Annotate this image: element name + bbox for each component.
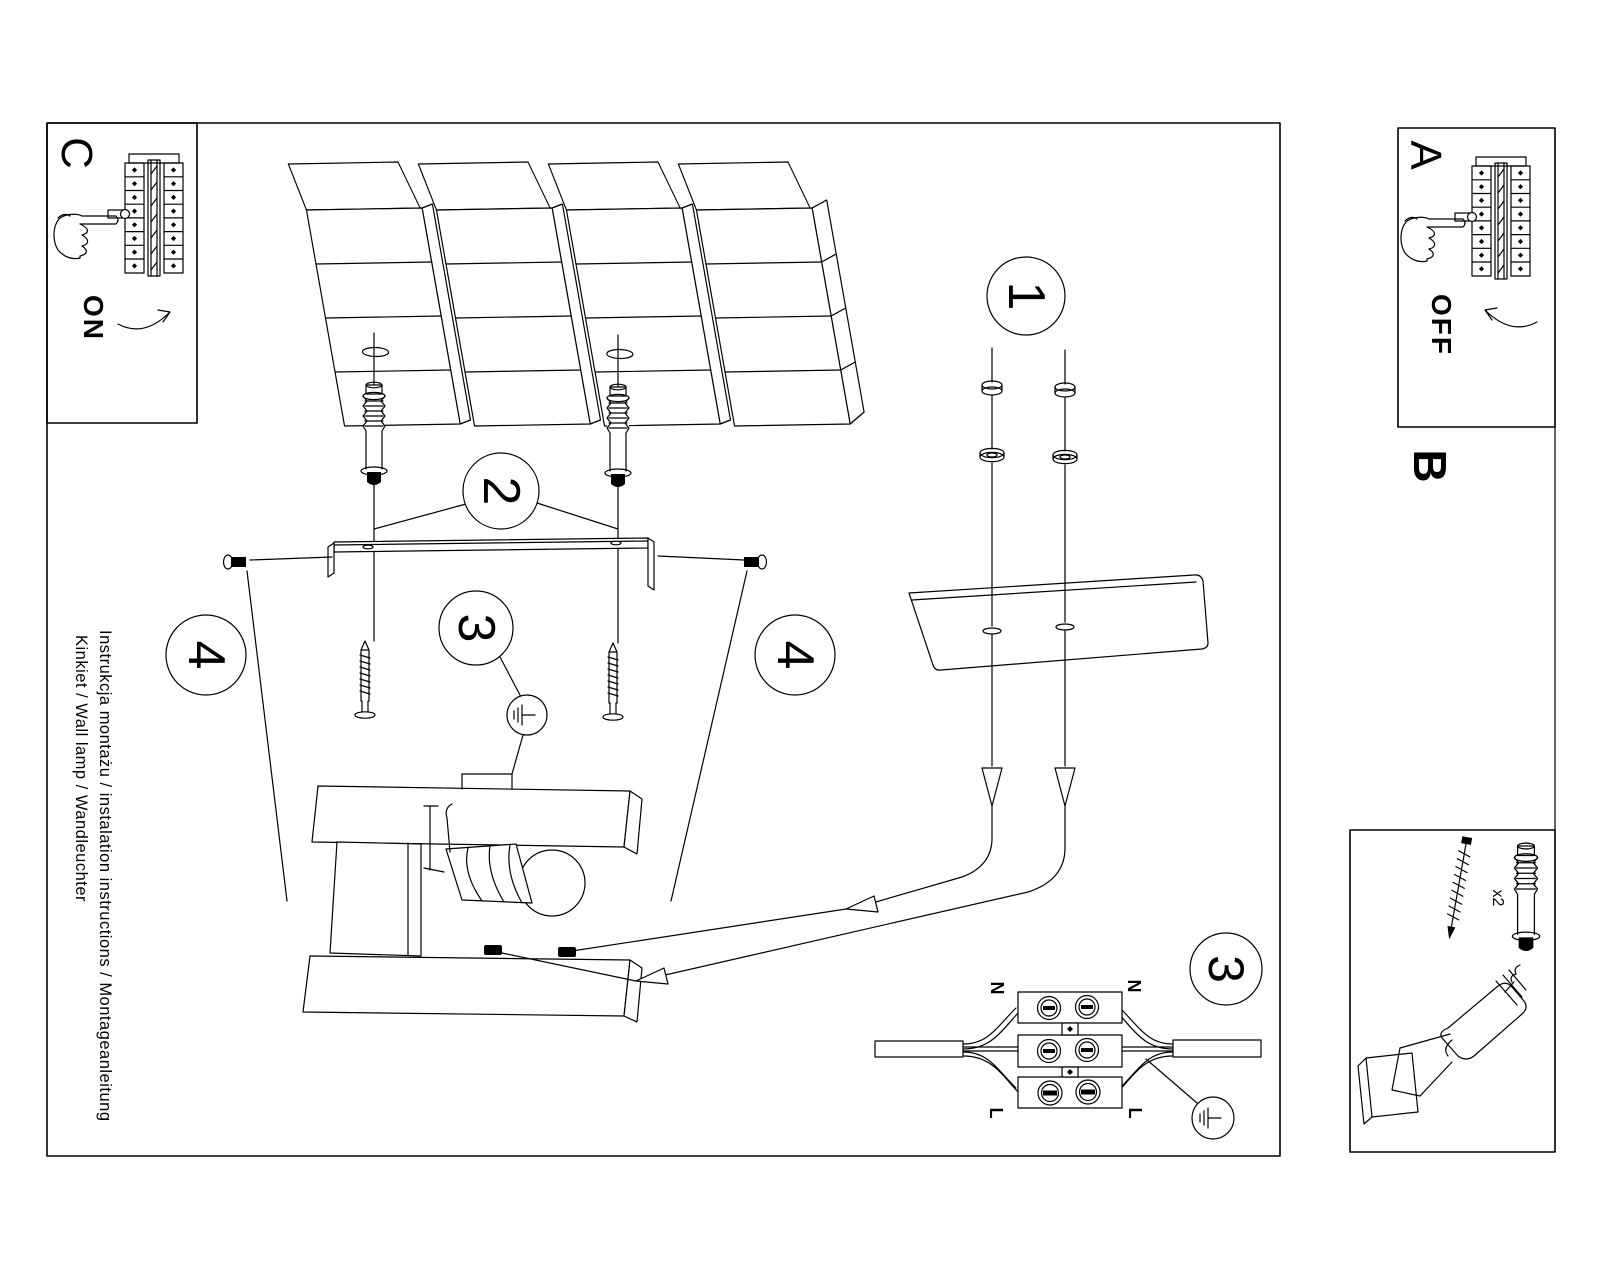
quantity-label: x2 — [1489, 889, 1506, 907]
terminal-screw — [1038, 997, 1061, 1020]
terminal-screw — [1076, 996, 1099, 1019]
plate-hole — [983, 628, 1001, 634]
bulb — [519, 850, 585, 916]
panel-b-letter: B — [1404, 449, 1456, 483]
panel-a-letter: A — [1401, 140, 1450, 170]
step-3-wiring-number: 3 — [1198, 955, 1254, 983]
switch-on-label: ON — [78, 295, 109, 341]
flow-line — [652, 806, 1065, 978]
title-line-1: Instrukcja montażu / instalation instructions / Montageanleitung — [96, 630, 114, 1122]
wall-plug — [361, 382, 387, 485]
hand-press-icon — [54, 214, 118, 258]
mounting-bracket — [328, 538, 654, 590]
flow-line — [862, 806, 992, 906]
screw — [603, 643, 623, 720]
flow-arrowhead — [982, 768, 1002, 806]
flow-arrowhead — [1055, 768, 1075, 806]
breaker-icon — [1455, 157, 1530, 279]
lamp-body — [303, 774, 642, 1022]
title-line-2: Kinkiet / Wall lamp / Wandleuchter — [72, 635, 90, 903]
ground-tab — [462, 774, 512, 789]
flow-arrowhead — [846, 896, 878, 912]
cover-plate — [909, 575, 1208, 670]
label-l-left: L — [986, 1107, 1006, 1119]
arrow-curve-icon — [1485, 308, 1537, 327]
washer — [1053, 450, 1077, 463]
terminal-screw — [1076, 1039, 1099, 1062]
breaker-icon — [108, 154, 183, 276]
step-1-number: 1 — [997, 281, 1055, 311]
side-bolt-right — [744, 555, 767, 569]
step-4-number-left: 4 — [177, 640, 235, 670]
panel-c-letter: C — [52, 137, 101, 169]
switch-off-label: OFF — [1426, 294, 1457, 356]
terminal-screw — [1038, 1081, 1062, 1105]
label-l-right: L — [1125, 1107, 1145, 1119]
cap-nut — [1055, 383, 1075, 397]
step-2-number: 2 — [472, 476, 530, 506]
hand-press-icon — [1401, 217, 1465, 261]
stud-left — [484, 945, 502, 955]
terminal-block — [1018, 1035, 1122, 1067]
cable-left — [875, 1041, 963, 1057]
cap-nut — [982, 381, 1002, 395]
stud-right — [558, 947, 576, 957]
terminal-screw — [1038, 1040, 1061, 1063]
screw — [355, 641, 375, 718]
washer — [980, 448, 1004, 461]
cable-right — [1173, 1040, 1261, 1057]
plate-hole — [1056, 624, 1074, 630]
terminal-screw — [1076, 1080, 1100, 1104]
step-4-number-right: 4 — [766, 640, 824, 670]
step-3-number: 3 — [447, 613, 505, 643]
label-n-left: N — [987, 981, 1007, 995]
label-n-right: N — [1124, 979, 1144, 993]
drill-icon — [1358, 965, 1526, 1124]
side-bolt-left — [224, 555, 247, 569]
flow-line — [572, 909, 846, 951]
wall-plug — [605, 384, 631, 487]
